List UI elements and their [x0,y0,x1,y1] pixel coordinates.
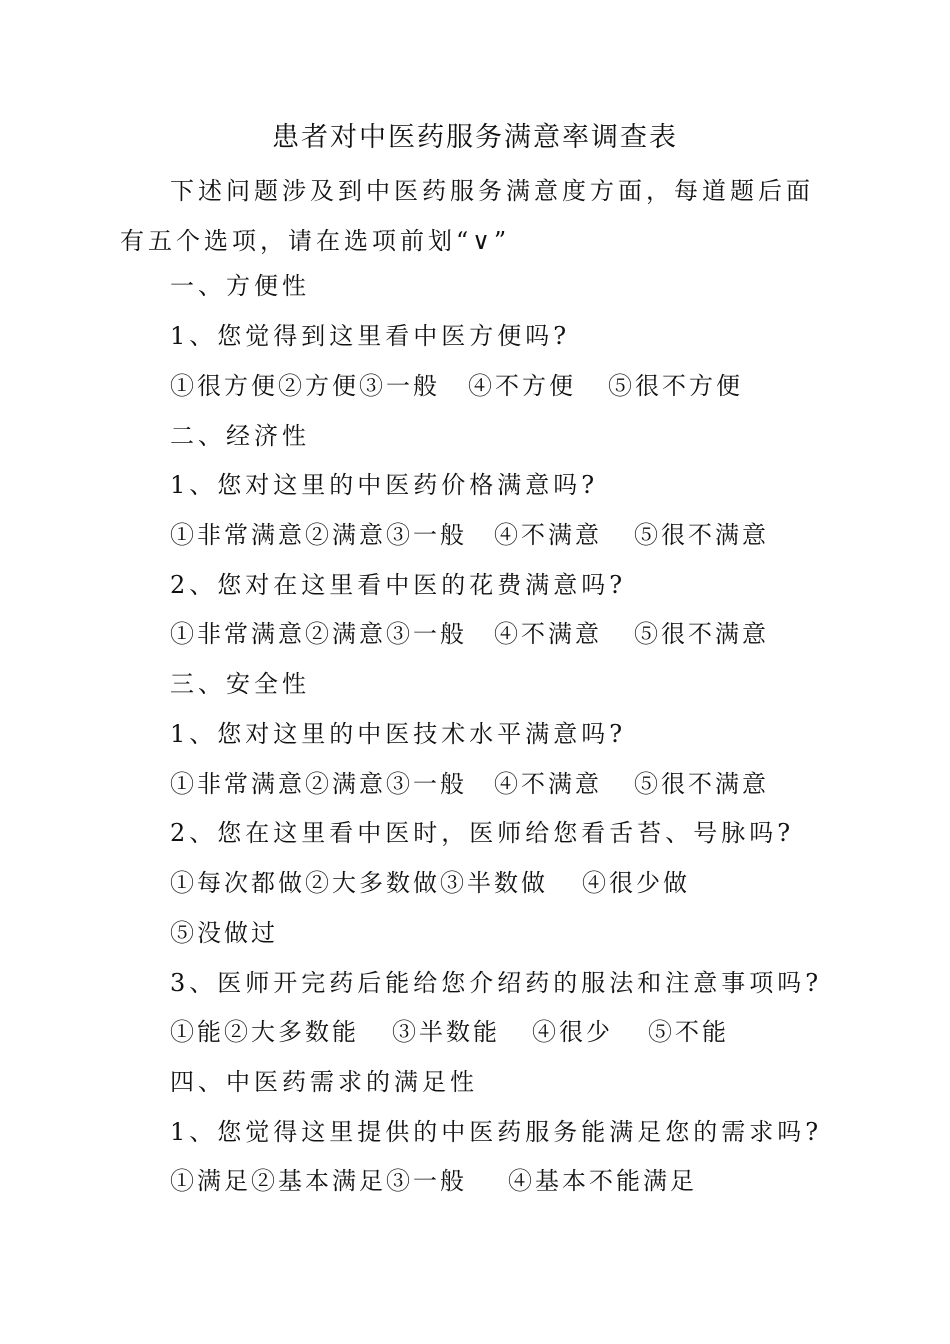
option-group: ①非常满意②满意③一般 [170,770,467,798]
option-item: ④很少 [532,1018,613,1046]
option-item: ⑤很不满意 [634,770,769,798]
option-item: ⑤很不满意 [634,521,769,549]
question-text: 1、您觉得到这里看中医方便吗? [170,322,571,350]
option-item: ⑤很不方便 [608,372,743,400]
option-item: ⑤不能 [648,1018,729,1046]
option-group: ①非常满意②满意③一般 [170,620,467,648]
question-text: 1、您觉得这里提供的中医药服务能满足您的需求吗? [170,1118,823,1146]
option-item: ④不满意 [494,521,602,549]
option-group: ①非常满意②满意③一般 [170,521,467,549]
section-heading-economy: 二、经济性 [170,422,310,450]
option-item: ④不满意 [494,770,602,798]
section-heading-convenience: 一、方便性 [170,272,310,300]
intro-paragraph: 下述问题涉及到中医药服务满意度方面，每道题后面有五个选项，请在选项前划“∨” [120,177,814,255]
option-item: ④不满意 [494,620,602,648]
option-item: ④不方便 [468,372,576,400]
option-item: ⑤很不满意 [634,620,769,648]
question-text: 3、医师开完药后能给您介绍药的服法和注意事项吗? [170,969,823,997]
option-group: ①能②大多数能 [170,1018,359,1046]
question-text: 1、您对这里的中医药价格满意吗? [170,471,599,499]
option-item: ③半数能 [392,1018,500,1046]
option-group: ①很方便②方便③一般 [170,372,440,400]
page-title: 患者对中医药服务满意率调查表 [272,122,678,153]
option-item: ④很少做 [582,869,690,897]
section-heading-safety: 三、安全性 [170,670,310,698]
option-item: ⑤没做过 [170,919,278,947]
question-text: 1、您对这里的中医技术水平满意吗? [170,720,627,748]
option-group: ①满足②基本满足③一般 [170,1167,467,1195]
question-text: 2、您在这里看中医时，医师给您看舌苔、号脉吗? [170,819,795,847]
question-text: 2、您对在这里看中医的花费满意吗? [170,571,627,599]
option-group: ①每次都做②大多数做③半数做 [170,869,548,897]
section-heading-needs: 四、中医药需求的满足性 [170,1068,478,1096]
option-item: ④基本不能满足 [508,1167,697,1195]
